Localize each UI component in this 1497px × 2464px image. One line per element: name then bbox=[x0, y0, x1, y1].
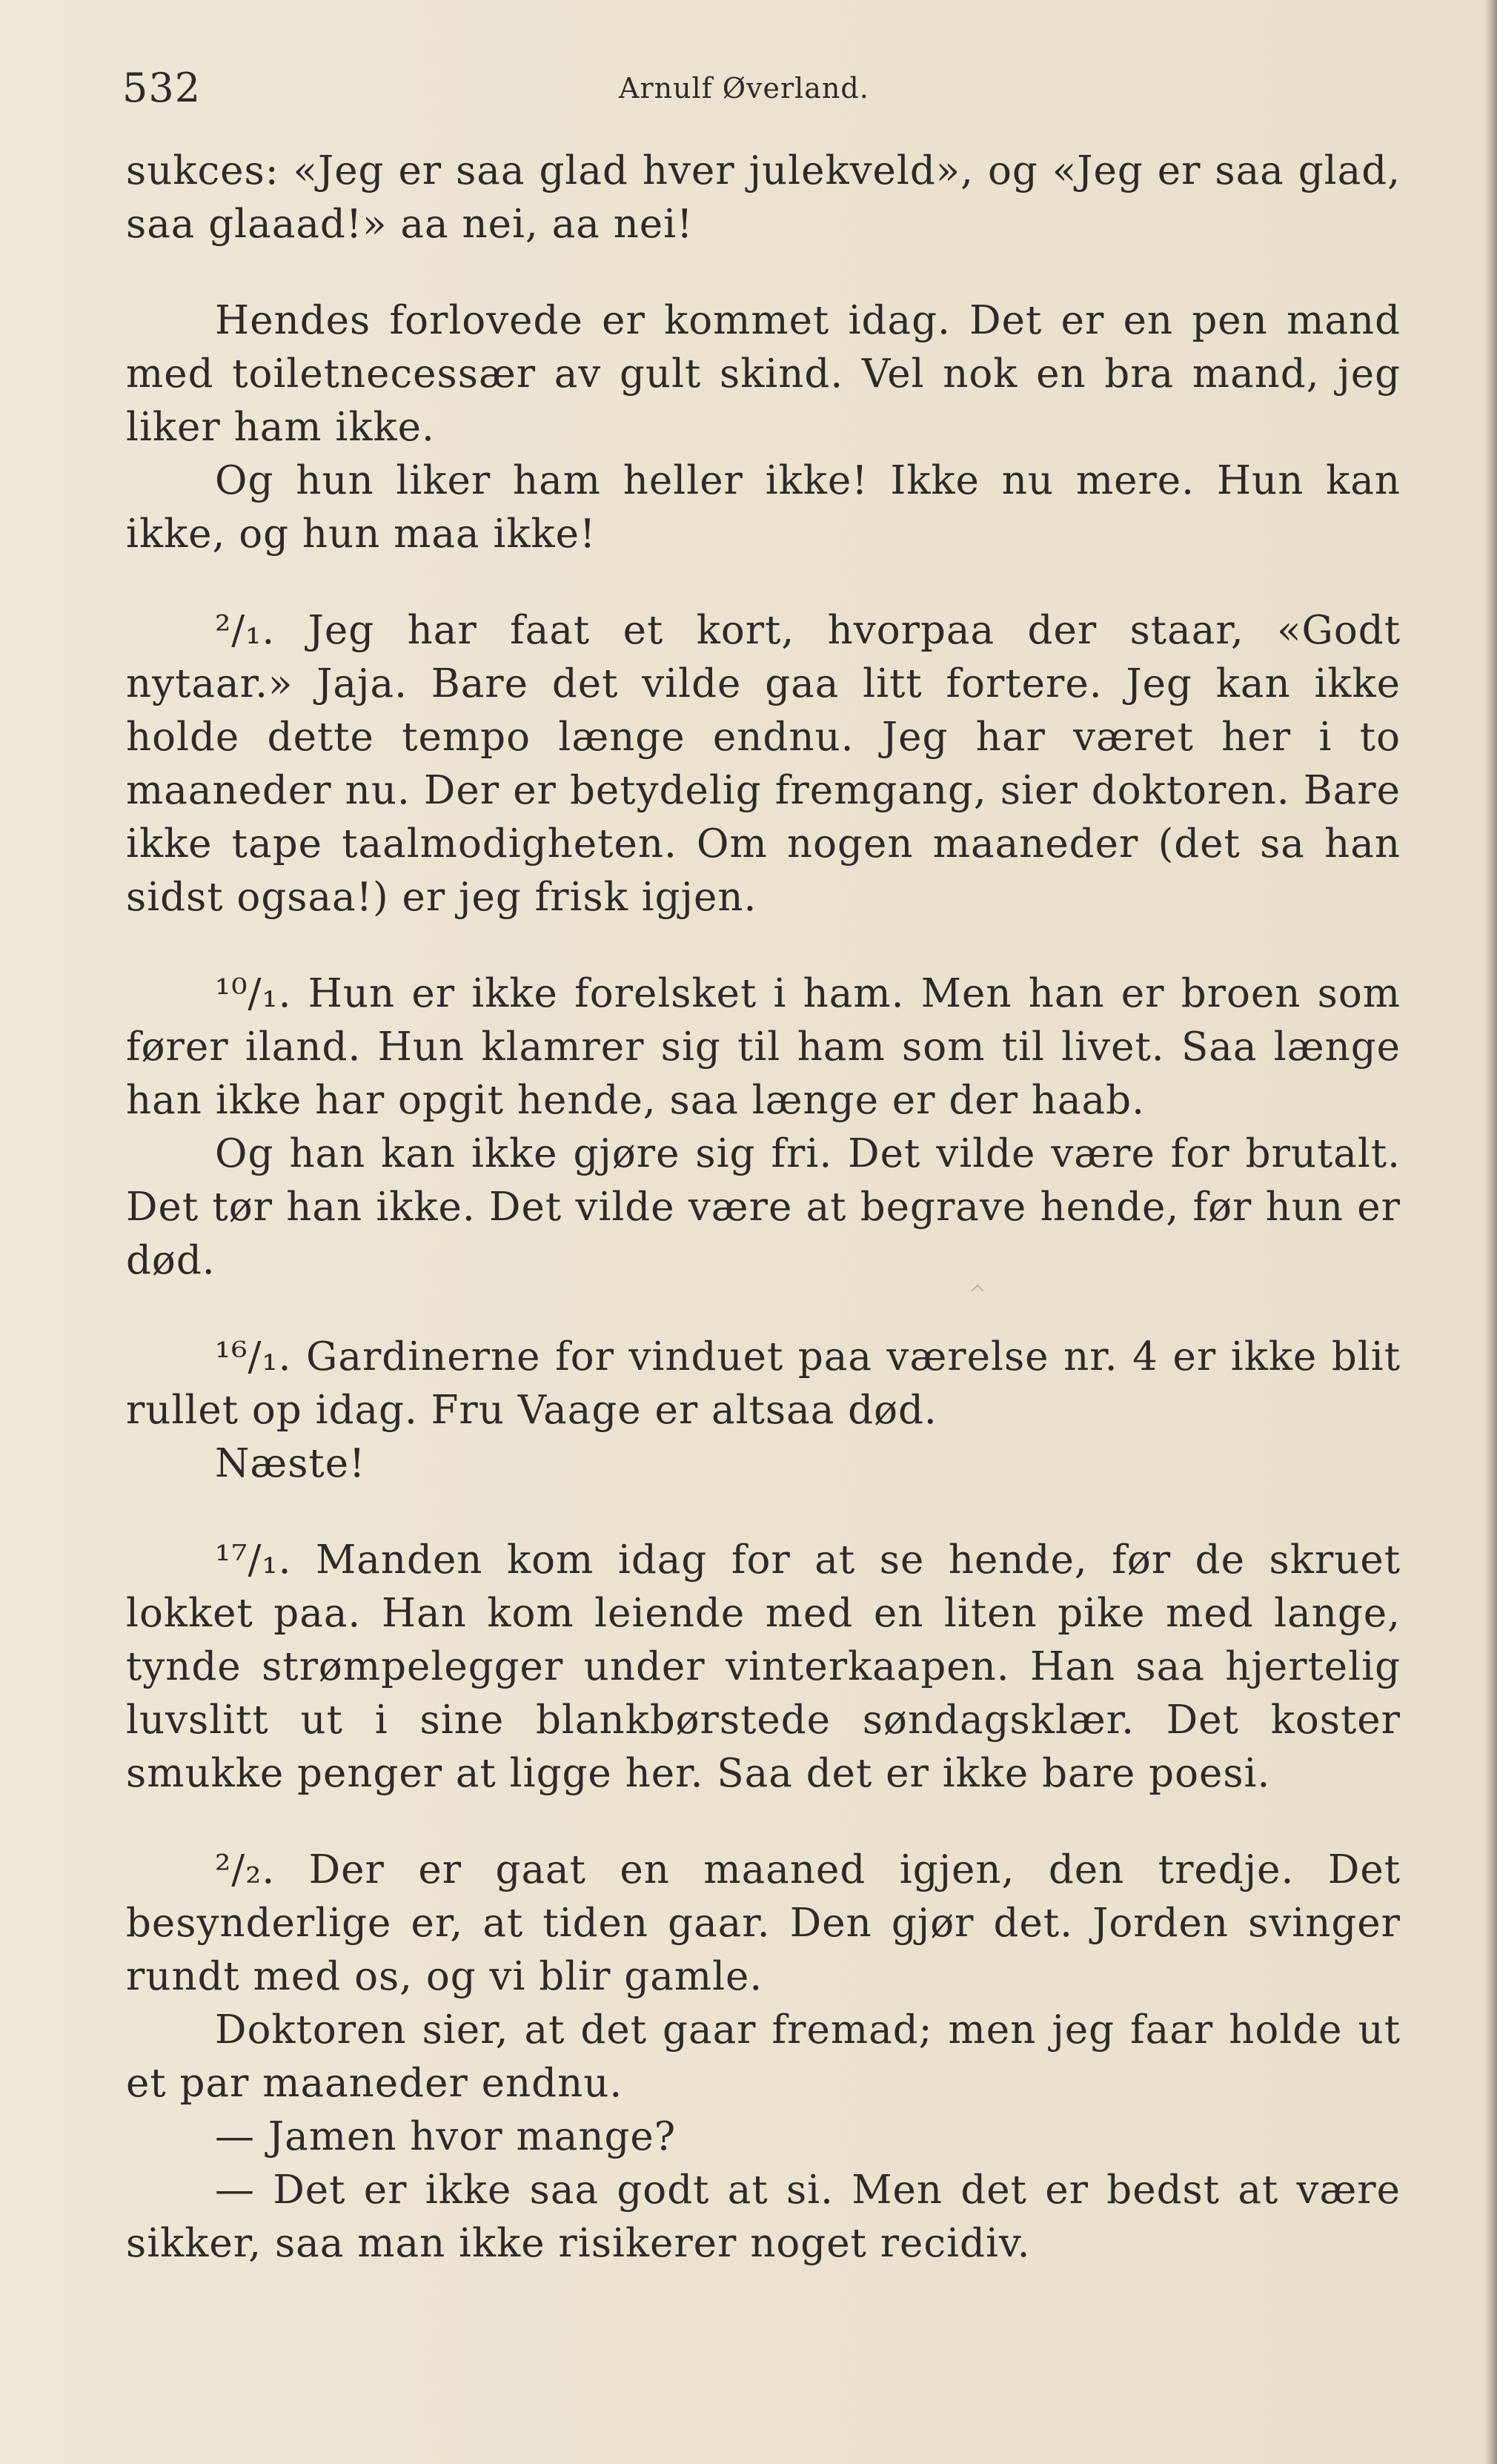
paragraph-continuation: sukces: «Jeg er saa glad hver julekveld», og «Jeg er saa glad, saa glaaad!» aa nei, aa nei! bbox=[126, 148, 1401, 247]
paragraph: Doktoren sier, at det gaar fremad; men jeg faar holde ut et par maaneder endnu. bbox=[126, 2007, 1401, 2106]
diary-entry: ²/₁. Jeg har faat et kort, hvorpaa der staar, «Godt nytaar.» Jaja. Bare det vilde gaa litt fortere. Jeg kan ikke holde dette tempo længe endnu. Jeg har været her i to maaneder nu. Der er betydelig fremgang, sier doktoren. Bare ikke tape taalmodigheten. Om nogen maaneder (det sa han sidst ogsaa!) er jeg frisk igjen. bbox=[126, 608, 1401, 920]
paragraph: Og hun liker ham heller ikke! Ikke nu mere. Hun kan ikke, og hun maa ikke! bbox=[126, 458, 1401, 557]
diary-entry: ²/₂. Der er gaat en maaned igjen, den tredje. Det besynderlige er, at tiden gaar. Den gjør det. Jorden svinger rundt med os, og vi blir gamle. bbox=[126, 1847, 1401, 1999]
page-number: 532 bbox=[122, 64, 202, 111]
body-text bbox=[126, 145, 1401, 2271]
dialogue-line: — Det er ikke saa godt at si. Men det er bedst at være sikker, saa man ikke risikerer noget recidiv. bbox=[126, 2167, 1401, 2266]
paragraph: Hendes forlovede er kommet idag. Det er en pen mand med toiletnecessær av gult skind. Vel nok en bra mand, jeg liker ham ikke. bbox=[126, 298, 1401, 450]
diary-entry: ¹⁶/₁. Gardinerne for vinduet paa værelse nr. 4 er ikke blit rullet op idag. Fru Vaage er altsaa død. bbox=[126, 1334, 1401, 1433]
diary-entry: ¹⁰/₁. Hun er ikke forelsket i ham. Men han er broen som fører iland. Hun klamrer sig til ham som til livet. Saa længe han ikke har opgit hende, saa længe er der haab. bbox=[126, 971, 1401, 1123]
diary-entry: ¹⁷/₁. Manden kom idag for at se hende, før de skruet lokket paa. Han kom leiende med en liten pike med lange, tynde strømpelegger under vinterkaapen. Han saa hjertelig luvslitt ut i sine blankbørstede søndagsklær. Det koster smukke penger at ligge her. Saa det er ikke bare poesi. bbox=[126, 1537, 1401, 1796]
paragraph: Næste! bbox=[215, 1441, 366, 1486]
running-head: Arnulf Øverland. bbox=[619, 72, 869, 105]
page-edge-shadow bbox=[1485, 0, 1497, 2464]
paragraph: Og han kan ikke gjøre sig fri. Det vilde være for brutalt. Det tør han ikke. Det vilde være at begrave hende, før hun er død. bbox=[126, 1131, 1401, 1283]
dialogue-line: — Jamen hvor mange? bbox=[215, 2114, 677, 2159]
